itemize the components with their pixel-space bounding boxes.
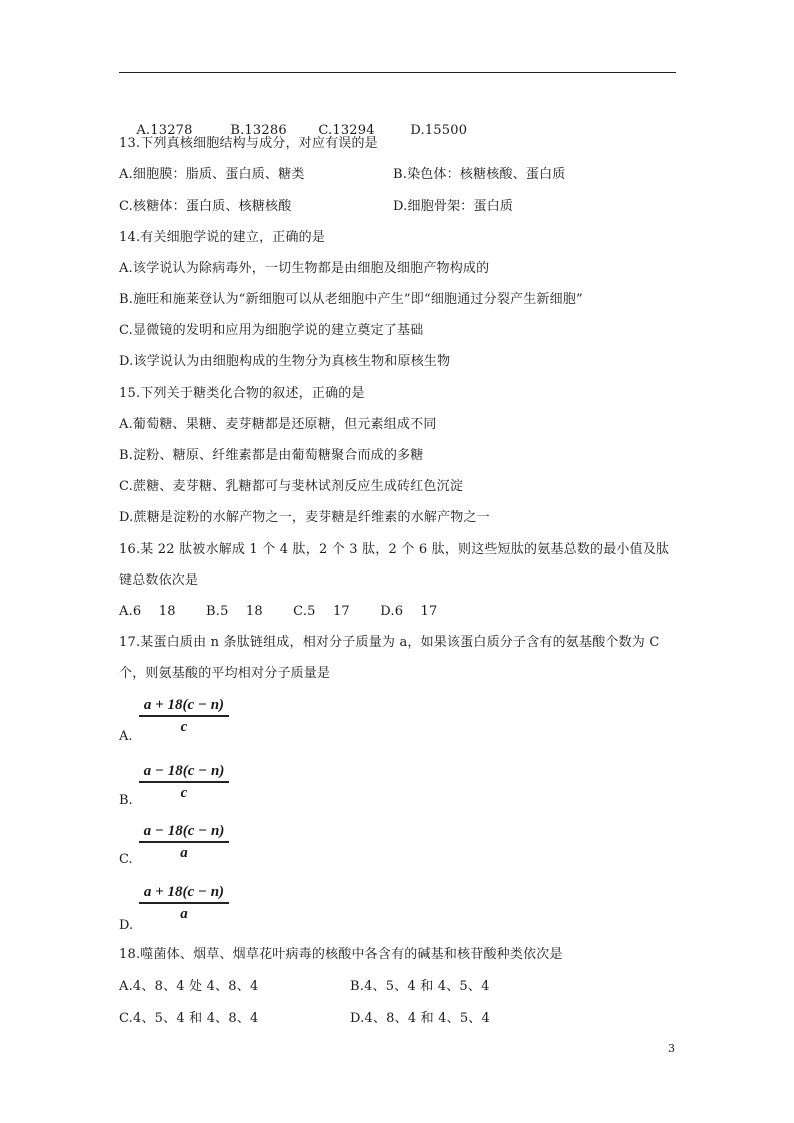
q17-stem-line1: 17.某蛋白质由 n 条肽链组成，相对分子质量为 a，如果该蛋白质分子含有的氨基酸个数为 C <box>119 635 660 650</box>
fraction-denominator: c <box>180 719 188 735</box>
q18-option-c: C.4、5、4 和 4、8、4 <box>119 1011 259 1026</box>
fraction-a <box>139 696 229 735</box>
fraction-c <box>139 822 229 861</box>
q15-option-c: C.蔗糖、麦芽糖、乳糖都可与斐林试剂反应生成砖红色沉淀 <box>119 479 464 494</box>
q16-options: A.6 18 B.5 18 C.5 17 D.6 17 <box>119 604 438 619</box>
q17-option-a <box>119 696 319 746</box>
q18-stem: 18.噬菌体、烟草、烟草花叶病毒的核酸中各含有的碱基和核苷酸种类依次是 <box>119 947 563 962</box>
q15-option-b: B.淀粉、糖原、纤维素都是由葡萄糖聚合而成的多糖 <box>119 448 424 463</box>
q16-stem-line1: 16.某 22 肽被水解成 1 个 4 肽，2 个 3 肽，2 个 6 肽，则这些短肽的氨基总数的最小值及肽 <box>119 542 670 557</box>
fraction-numerator: a − 18(c − n) <box>143 763 225 779</box>
fraction-denominator: a <box>180 906 188 922</box>
q17-option-c-label: C. <box>119 852 133 867</box>
q18-option-d: D.4、8、4 和 4、5、4 <box>350 1011 490 1026</box>
q14-option-a: A.该学说认为除病毒外，一切生物都是由细胞及细胞产物构成的 <box>119 261 490 276</box>
q15-option-a: A.葡萄糖、果糖、麦芽糖都是还原糖，但元素组成不同 <box>119 417 437 432</box>
fraction-denominator: c <box>180 785 188 801</box>
q13-option-d: D.细胞骨架：蛋白质 <box>393 199 514 214</box>
q14-option-b: B.施旺和施莱登认为“新细胞可以从老细胞中产生”即“细胞通过分裂产生新细胞” <box>119 292 583 307</box>
q14-option-d: D.该学说认为由细胞构成的生物分为真核生物和原核生物 <box>119 354 451 369</box>
q17-option-b <box>119 762 319 812</box>
q12-option-c: C.13294 <box>318 123 375 138</box>
page-number: 3 <box>668 1042 675 1055</box>
fraction-bar <box>139 902 229 904</box>
q13-option-a: A.细胞膜：脂质、蛋白质、糖类 <box>119 167 305 182</box>
fraction-bar <box>139 841 229 843</box>
q12-option-a: A.13278 <box>136 123 193 138</box>
q14-option-c: C.显微镜的发明和应用为细胞学说的建立奠定了基础 <box>119 323 424 338</box>
q17-option-d-label: D. <box>119 918 134 933</box>
q17-option-d <box>119 883 319 933</box>
q13-stem: 13.下列真核细胞结构与成分，对应有误的是 <box>119 136 378 151</box>
q17-option-a-label: A. <box>119 729 133 744</box>
header-rule <box>119 72 676 73</box>
q17-stem-line2: 个，则氨基酸的平均相对分子质量是 <box>119 666 331 681</box>
q18-option-b: B.4、5、4 和 4、5、4 <box>350 979 490 994</box>
fraction-numerator: a + 18(c − n) <box>143 884 225 900</box>
q15-stem: 15.下列关于糖类化合物的叙述，正确的是 <box>119 386 365 401</box>
fraction-b <box>139 762 229 801</box>
q14-stem: 14.有关细胞学说的建立，正确的是 <box>119 230 326 245</box>
q18-option-a: A.4、8、4 处 4、8、4 <box>119 979 259 994</box>
q12-option-d: D.15500 <box>410 123 468 138</box>
fraction-d <box>139 883 229 922</box>
fraction-bar <box>139 781 229 783</box>
fraction-denominator: a <box>180 845 188 861</box>
q17-option-c <box>119 822 319 872</box>
q17-option-b-label: B. <box>119 793 133 808</box>
fraction-numerator: a + 18(c − n) <box>143 697 225 713</box>
q13-option-b: B.染色体：核糖核酸、蛋白质 <box>393 167 566 182</box>
q12-option-b: B.13286 <box>230 123 287 138</box>
fraction-bar <box>139 715 229 717</box>
q13-option-c: C.核糖体：蛋白质、核糖核酸 <box>119 199 292 214</box>
q16-stem-line2: 键总数依次是 <box>119 573 199 588</box>
fraction-numerator: a − 18(c − n) <box>143 823 225 839</box>
q15-option-d: D.蔗糖是淀粉的水解产物之一，麦芽糖是纤维素的水解产物之一 <box>119 510 490 525</box>
